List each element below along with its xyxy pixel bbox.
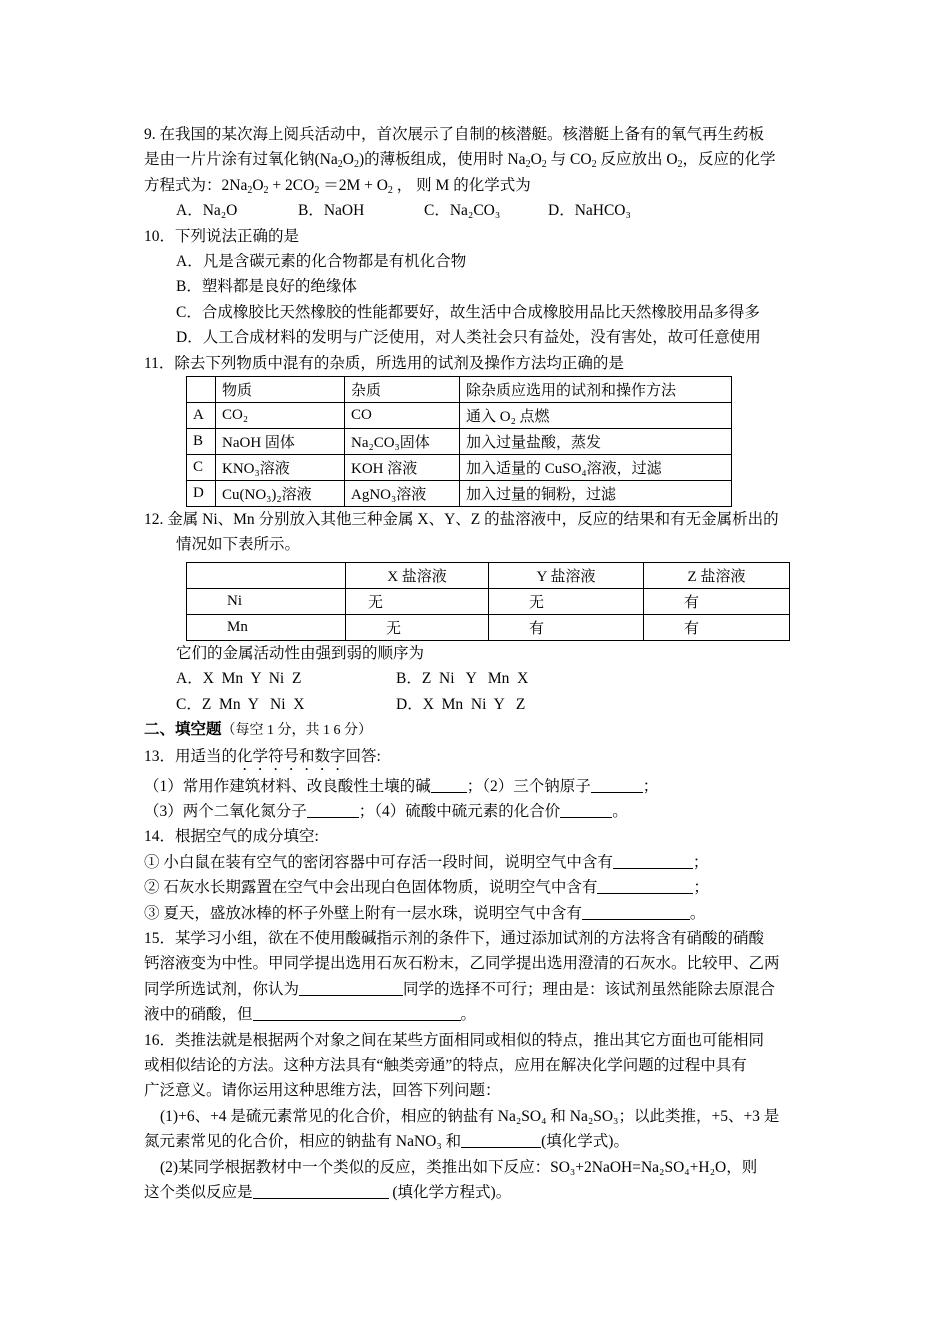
- q14-item-3: ③ 夏天，盛放冰棒的杯子外壁上附有一层水珠，说明空气中含有 。: [144, 904, 706, 922]
- q12-table: [186, 562, 790, 641]
- answer-blank[interactable]: [597, 878, 693, 895]
- q10-option-d: D．人工合成材料的发明与广泛使用，对人类社会只有益处，没有害处，故可任意使用: [176, 329, 761, 347]
- q12-options-row2: [144, 692, 812, 717]
- table-row: D Cu(NO₃)₂溶液 AgNO₃溶液 加入过量的铜粉，过滤: [187, 481, 732, 507]
- q16-line-2: 或相似结论的方法。这种方法具有“触类旁通”的特点，应用在解决化学问题的过程中具有: [144, 1056, 747, 1074]
- q15-line-2: 钙溶液变为中性。甲同学提出选用石灰石粉末，乙同学提出选用澄清的石灰水。比较甲、乙两: [144, 955, 780, 973]
- q10-option-c: C．合成橡胶比天然橡胶的性能都要好，故生活中合成橡胶用品比天然橡胶用品多得多: [176, 303, 760, 321]
- answer-blank[interactable]: [253, 1005, 461, 1022]
- q13-stem: 13．用适当的化学符号和数字回答:: [144, 747, 381, 765]
- q10-stem: 10．下列说法正确的是: [144, 227, 300, 245]
- q12-line-1: 12. 金属 Ni、Mn 分别放入其他三种金属 X、Y、Z 的盐溶液中，反应的结果和有无金属析出的: [144, 511, 779, 529]
- q15-line-4: 液中的硝酸，但 。: [144, 1006, 477, 1024]
- answer-blank[interactable]: [307, 801, 359, 818]
- q12-option-c: C．Z Mn Y Ni X: [176, 695, 305, 713]
- q9-option-b: B．NaOH: [298, 202, 365, 220]
- answer-blank[interactable]: [582, 903, 690, 920]
- q16-line-3: 广泛意义。请你运用这种思维方法，回答下列问题：: [144, 1082, 501, 1100]
- q12-option-d: D．X Mn Ni Y Z: [396, 695, 526, 713]
- q14-item-2: ② 石灰水长期露置在空气中会出现白色固体物质，说明空气中含有 ；: [144, 879, 709, 897]
- q9-options: [144, 198, 812, 223]
- q12-option-a: A．X Mn Y Ni Z: [176, 670, 302, 688]
- q9-line-2: 是由一片片涂有过氧化钠$(Na_2O_2)$的薄板组成，使用时 $Na_2O_2$ 与 $CO_2$ 反应放出 $O_2$，反应的化学: [144, 151, 776, 171]
- answer-blank[interactable]: [431, 776, 467, 793]
- section-note: （每空 1 分，共 1 6 分）: [221, 723, 373, 739]
- q9-line-3: 方程式为：$2Na_2O_2 + 2CO_2 =2M + O_2$ ， 则 M 的化学式为: [144, 176, 531, 196]
- q11-stem: 11．除去下列物质中混有的杂质，所选用的试剂及操作方法均正确的是: [144, 354, 624, 372]
- section-2-heading: [144, 717, 812, 743]
- answer-blank[interactable]: [591, 776, 643, 793]
- q16-part1-line-2: 氮元素常见的化合价，相应的钠盐有 NaNO₃ 和 (填化学式)。: [144, 1133, 629, 1151]
- table-row: Ni 无 无 有: [187, 588, 790, 614]
- table-row: Mn 无 有 有: [187, 614, 790, 640]
- table-row: C KNO₃溶液 KOH 溶液 加入适量的 CuSO₄溶液，过滤: [187, 455, 732, 481]
- q16-line-1: 16．类推法就是根据两个对象之间在某些方面相同或相似的特点，推出其它方面也可能相同: [144, 1031, 765, 1049]
- q9-option-d: D．NaHCO₃: [548, 202, 631, 220]
- q13-line-2: （3）两个二氧化氮分子 ；（4）硫酸中硫元素的化合价 。: [144, 802, 628, 820]
- answer-blank[interactable]: [253, 1183, 389, 1200]
- q10-option-a: A．凡是含碳元素的化合物都是有机化合物: [176, 253, 467, 271]
- answer-blank[interactable]: [461, 1132, 541, 1149]
- q13-line-1: （1）常用作建筑材料、改良酸性土壤的碱 ；（2）三个钠原子 ；: [144, 777, 659, 795]
- q16-part1-line-1: (1)+6、+4 是硫元素常见的化合价，相应的钠盐有 Na₂SO₄ 和 Na₂SO₃；以此类推，+5、+3 是: [160, 1107, 780, 1125]
- q12-line-2: 情况如下表所示。: [176, 536, 301, 554]
- q11-table: [186, 376, 732, 507]
- q12-options-row1: [144, 666, 812, 691]
- q15-line-3: 同学所选试剂，你认为 同学的选择不可行；理由是：该试剂虽然能除去原混合: [144, 980, 776, 998]
- section-title: 二、填空题: [144, 721, 222, 739]
- answer-blank[interactable]: [560, 801, 612, 818]
- table-row: 物质 杂质 除杂质应选用的试剂和操作方法: [187, 377, 732, 403]
- q14-stem: 14．根据空气的成分填空:: [144, 828, 319, 846]
- q9-option-a: A．Na₂O: [176, 202, 238, 220]
- q12-question: 它们的金属活动性由强到弱的顺序为: [176, 644, 425, 662]
- table-row: X 盐溶液 Y 盐溶液 Z 盐溶液: [187, 562, 790, 588]
- q15-line-1: 15．某学习小组，欲在不使用酸碱指示剂的条件下，通过添加试剂的方法将含有硝酸的硝酸: [144, 929, 765, 947]
- q16-part2-line-1: (2)某同学根据教材中一个类似的反应，类推出如下反应：SO₃+2NaOH=Na₂SO₄+H₂O，则: [160, 1158, 758, 1176]
- q10-option-b: B．塑料都是良好的绝缘体: [176, 278, 357, 296]
- exam-page: [144, 122, 812, 1205]
- q14-item-1: ① 小白鼠在装有空气的密闭容器中可存活一段时间，说明空气中含有 ；: [144, 853, 709, 871]
- q16-part2-line-2: 这个类似反应是 (填化学方程式)。: [144, 1184, 512, 1201]
- answer-blank[interactable]: [613, 852, 693, 869]
- table-row: A CO₂ CO 通入 O₂ 点燃: [187, 403, 732, 429]
- q9-line-1: 9. 在我国的某次海上阅兵活动中，首次展示了自制的核潜艇。核潜艇上备有的氧气再生药板: [144, 126, 765, 143]
- answer-blank[interactable]: [299, 979, 403, 996]
- q9-option-c: C．Na₂CO₃: [424, 202, 501, 220]
- table-row: B NaOH 固体 Na₂CO₃固体 加入过量盐酸，蒸发: [187, 429, 732, 455]
- q12-option-b: B．Z Ni Y Mn X: [396, 670, 529, 688]
